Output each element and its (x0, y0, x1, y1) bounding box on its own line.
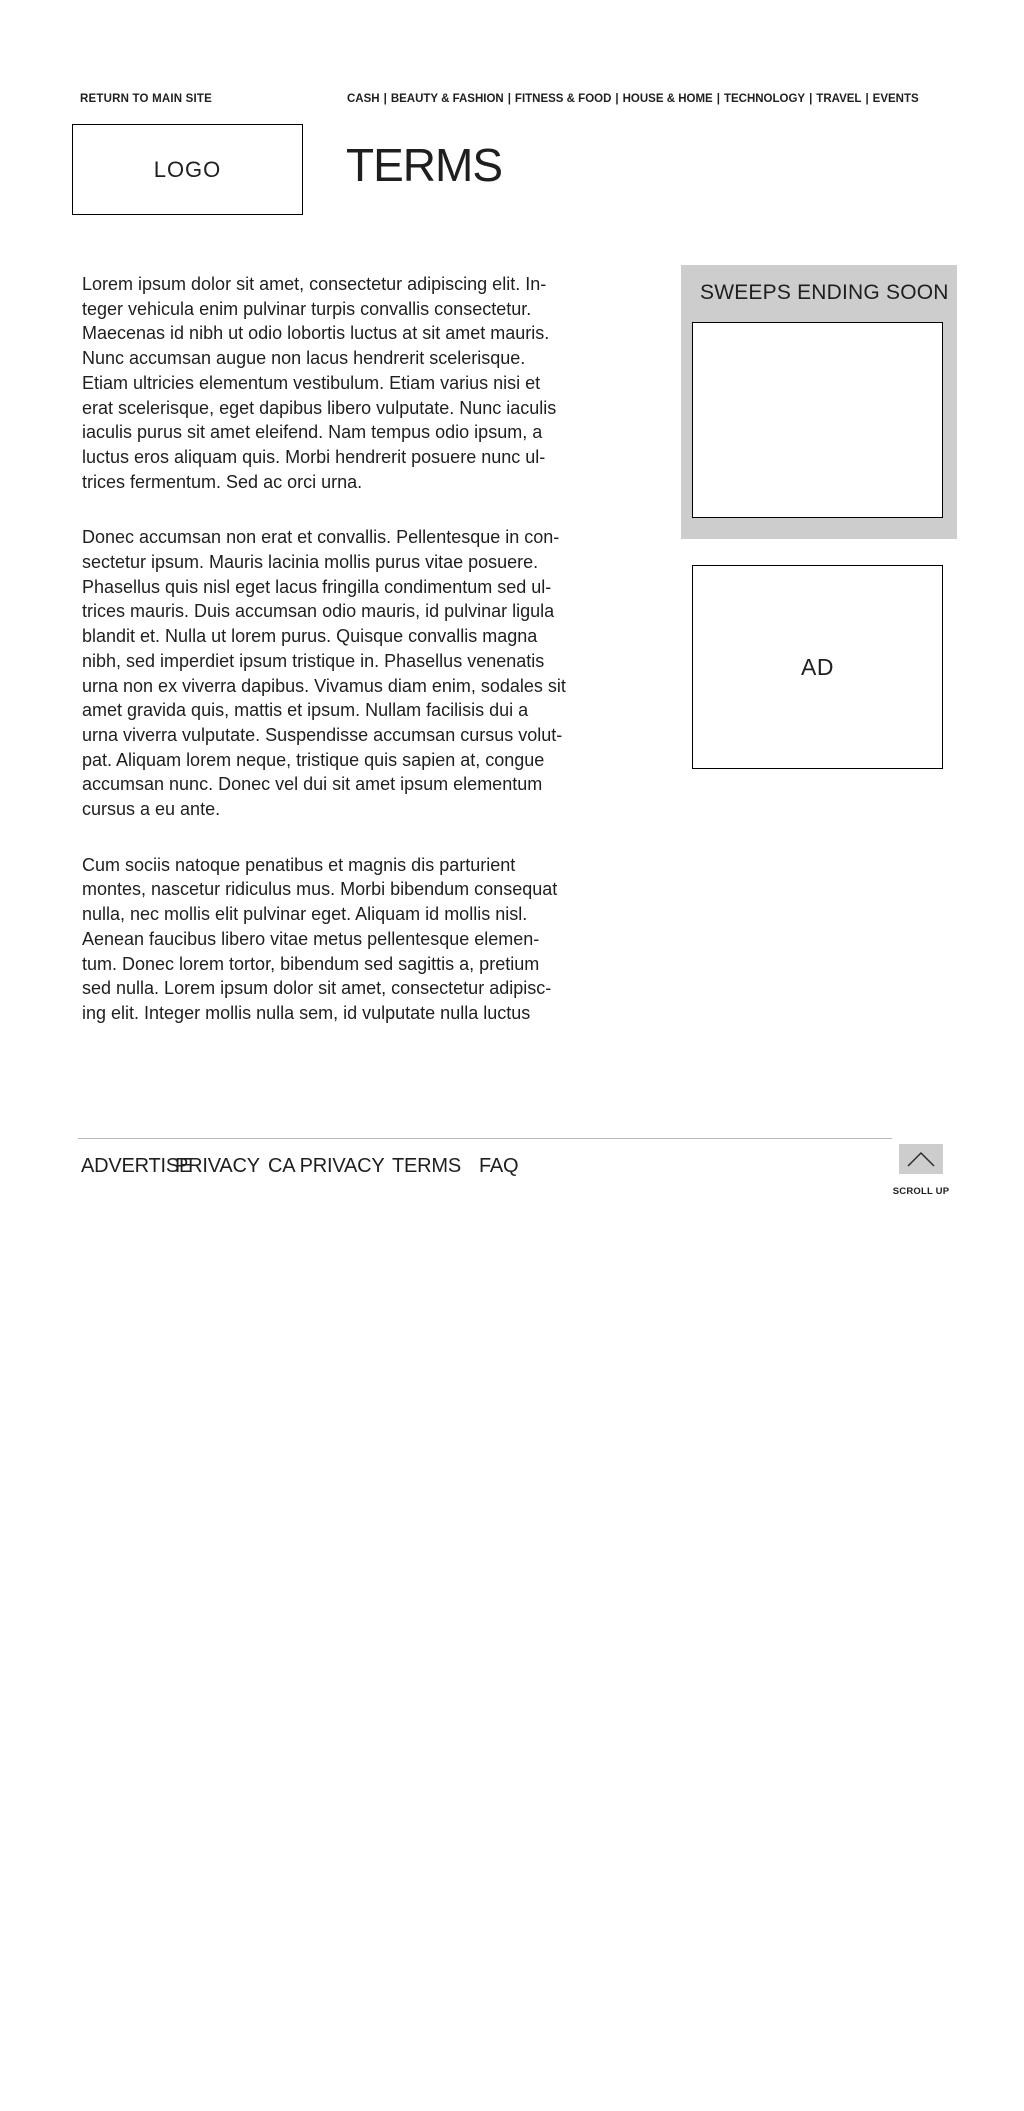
nav-separator: | (615, 93, 619, 105)
nav-separator: | (865, 93, 869, 105)
sweeps-panel (681, 265, 957, 539)
ad-placeholder[interactable] (692, 565, 943, 769)
return-to-main-site-link[interactable]: RETURN TO MAIN SITE (80, 93, 213, 105)
category-nav (347, 93, 919, 105)
scroll-up-button[interactable] (899, 1144, 943, 1174)
logo[interactable] (72, 124, 303, 215)
nav-separator: | (507, 93, 511, 105)
nav-separator: | (809, 93, 813, 105)
nav-link-travel[interactable]: TRAVEL (816, 93, 862, 105)
terms-paragraph: Donec accumsan non erat et convallis. Pellentesque in con- sectetur ipsum. Mauris lacinia mollis purus vitae posuere. Phasellus quis nisl eget lacus fringilla condimentum sed ul- trices mauris. Duis accumsan odio mauris, id pulvinar ligula blandit et. Nulla ut lorem purus. Quisque convallis magna nibh, sed imperdiet ipsum tristique in. Phasellus venenatis urna non ex viverra dapibus. Vivamus diam enim, sodales sit amet gravida quis, mattis et ipsum. Nullam facilisis dui a urna viverra vulputate. Suspendisse accumsan cursus volut- pat. Aliquam lorem neque, tristique quis sapien at, congue accumsan nunc. Donec vel dui sit amet ipsum elementum cursus a eu ante. (82, 527, 566, 820)
page-title: TERMS (346, 139, 502, 191)
nav-separator: | (383, 93, 387, 105)
chevron-up-icon (904, 1149, 938, 1169)
nav-link-beauty-fashion[interactable]: BEAUTY & FASHION (390, 93, 504, 105)
terms-body (82, 272, 602, 1057)
nav-link-house-home[interactable]: HOUSE & HOME (622, 93, 713, 105)
nav-link-cash[interactable]: CASH (347, 93, 380, 105)
footer-divider (78, 1138, 892, 1139)
footer-link-terms[interactable]: TERMS (392, 1155, 462, 1177)
terms-paragraph: Lorem ipsum dolor sit amet, consectetur adipiscing elit. In- teger vehicula enim pulvinar turpis convallis consectetur. Maecenas id nibh ut odio lobortis luctus at sit amet mauris. Nunc accumsan augue non lacus hendrerit scelerisque. Etiam ultricies elementum vestibulum. Etiam varius nisi et erat scelerisque, eget dapibus libero vulputate. Nunc iaculis iaculis purus sit amet eleifend. Nam tempus odio ipsum, a luctus eros aliquam quis. Morbi hendrerit posuere nunc ul- trices fermentum. Sed ac orci urna. (82, 274, 557, 492)
nav-link-events[interactable]: EVENTS (872, 93, 919, 105)
nav-separator: | (716, 93, 720, 105)
footer-link-privacy[interactable]: PRIVACY (175, 1155, 260, 1177)
sweeps-title: SWEEPS ENDING SOON (700, 281, 949, 304)
sweeps-widget-placeholder[interactable] (692, 322, 943, 518)
terms-paragraph: Cum sociis natoque penatibus et magnis dis parturient montes, nascetur ridiculus mus. Morbi bibendum consequat nulla, nec mollis elit pulvinar eget. Aliquam id mollis nisl. Aenean faucibus libero vitae metus pellentesque elemen- tum. Donec lorem tortor, bibendum sed sagittis a, pretium sed nulla. Lorem ipsum dolor sit amet, consectetur adipisc- ing elit. Integer mollis nulla sem, id vulputate nulla luctus (82, 854, 558, 1023)
nav-link-technology[interactable]: TECHNOLOGY (723, 93, 806, 105)
footer-link-faq[interactable]: FAQ (479, 1155, 519, 1177)
footer-link-ca-privacy[interactable]: CA PRIVACY (268, 1155, 385, 1177)
footer-link-advertise[interactable]: ADVERTISE (81, 1155, 193, 1177)
ad-label: AD (801, 653, 834, 680)
scroll-up-label[interactable]: SCROLL UP (892, 1186, 950, 1197)
logo-label: LOGO (153, 156, 222, 182)
nav-link-fitness-food[interactable]: FITNESS & FOOD (514, 93, 612, 105)
